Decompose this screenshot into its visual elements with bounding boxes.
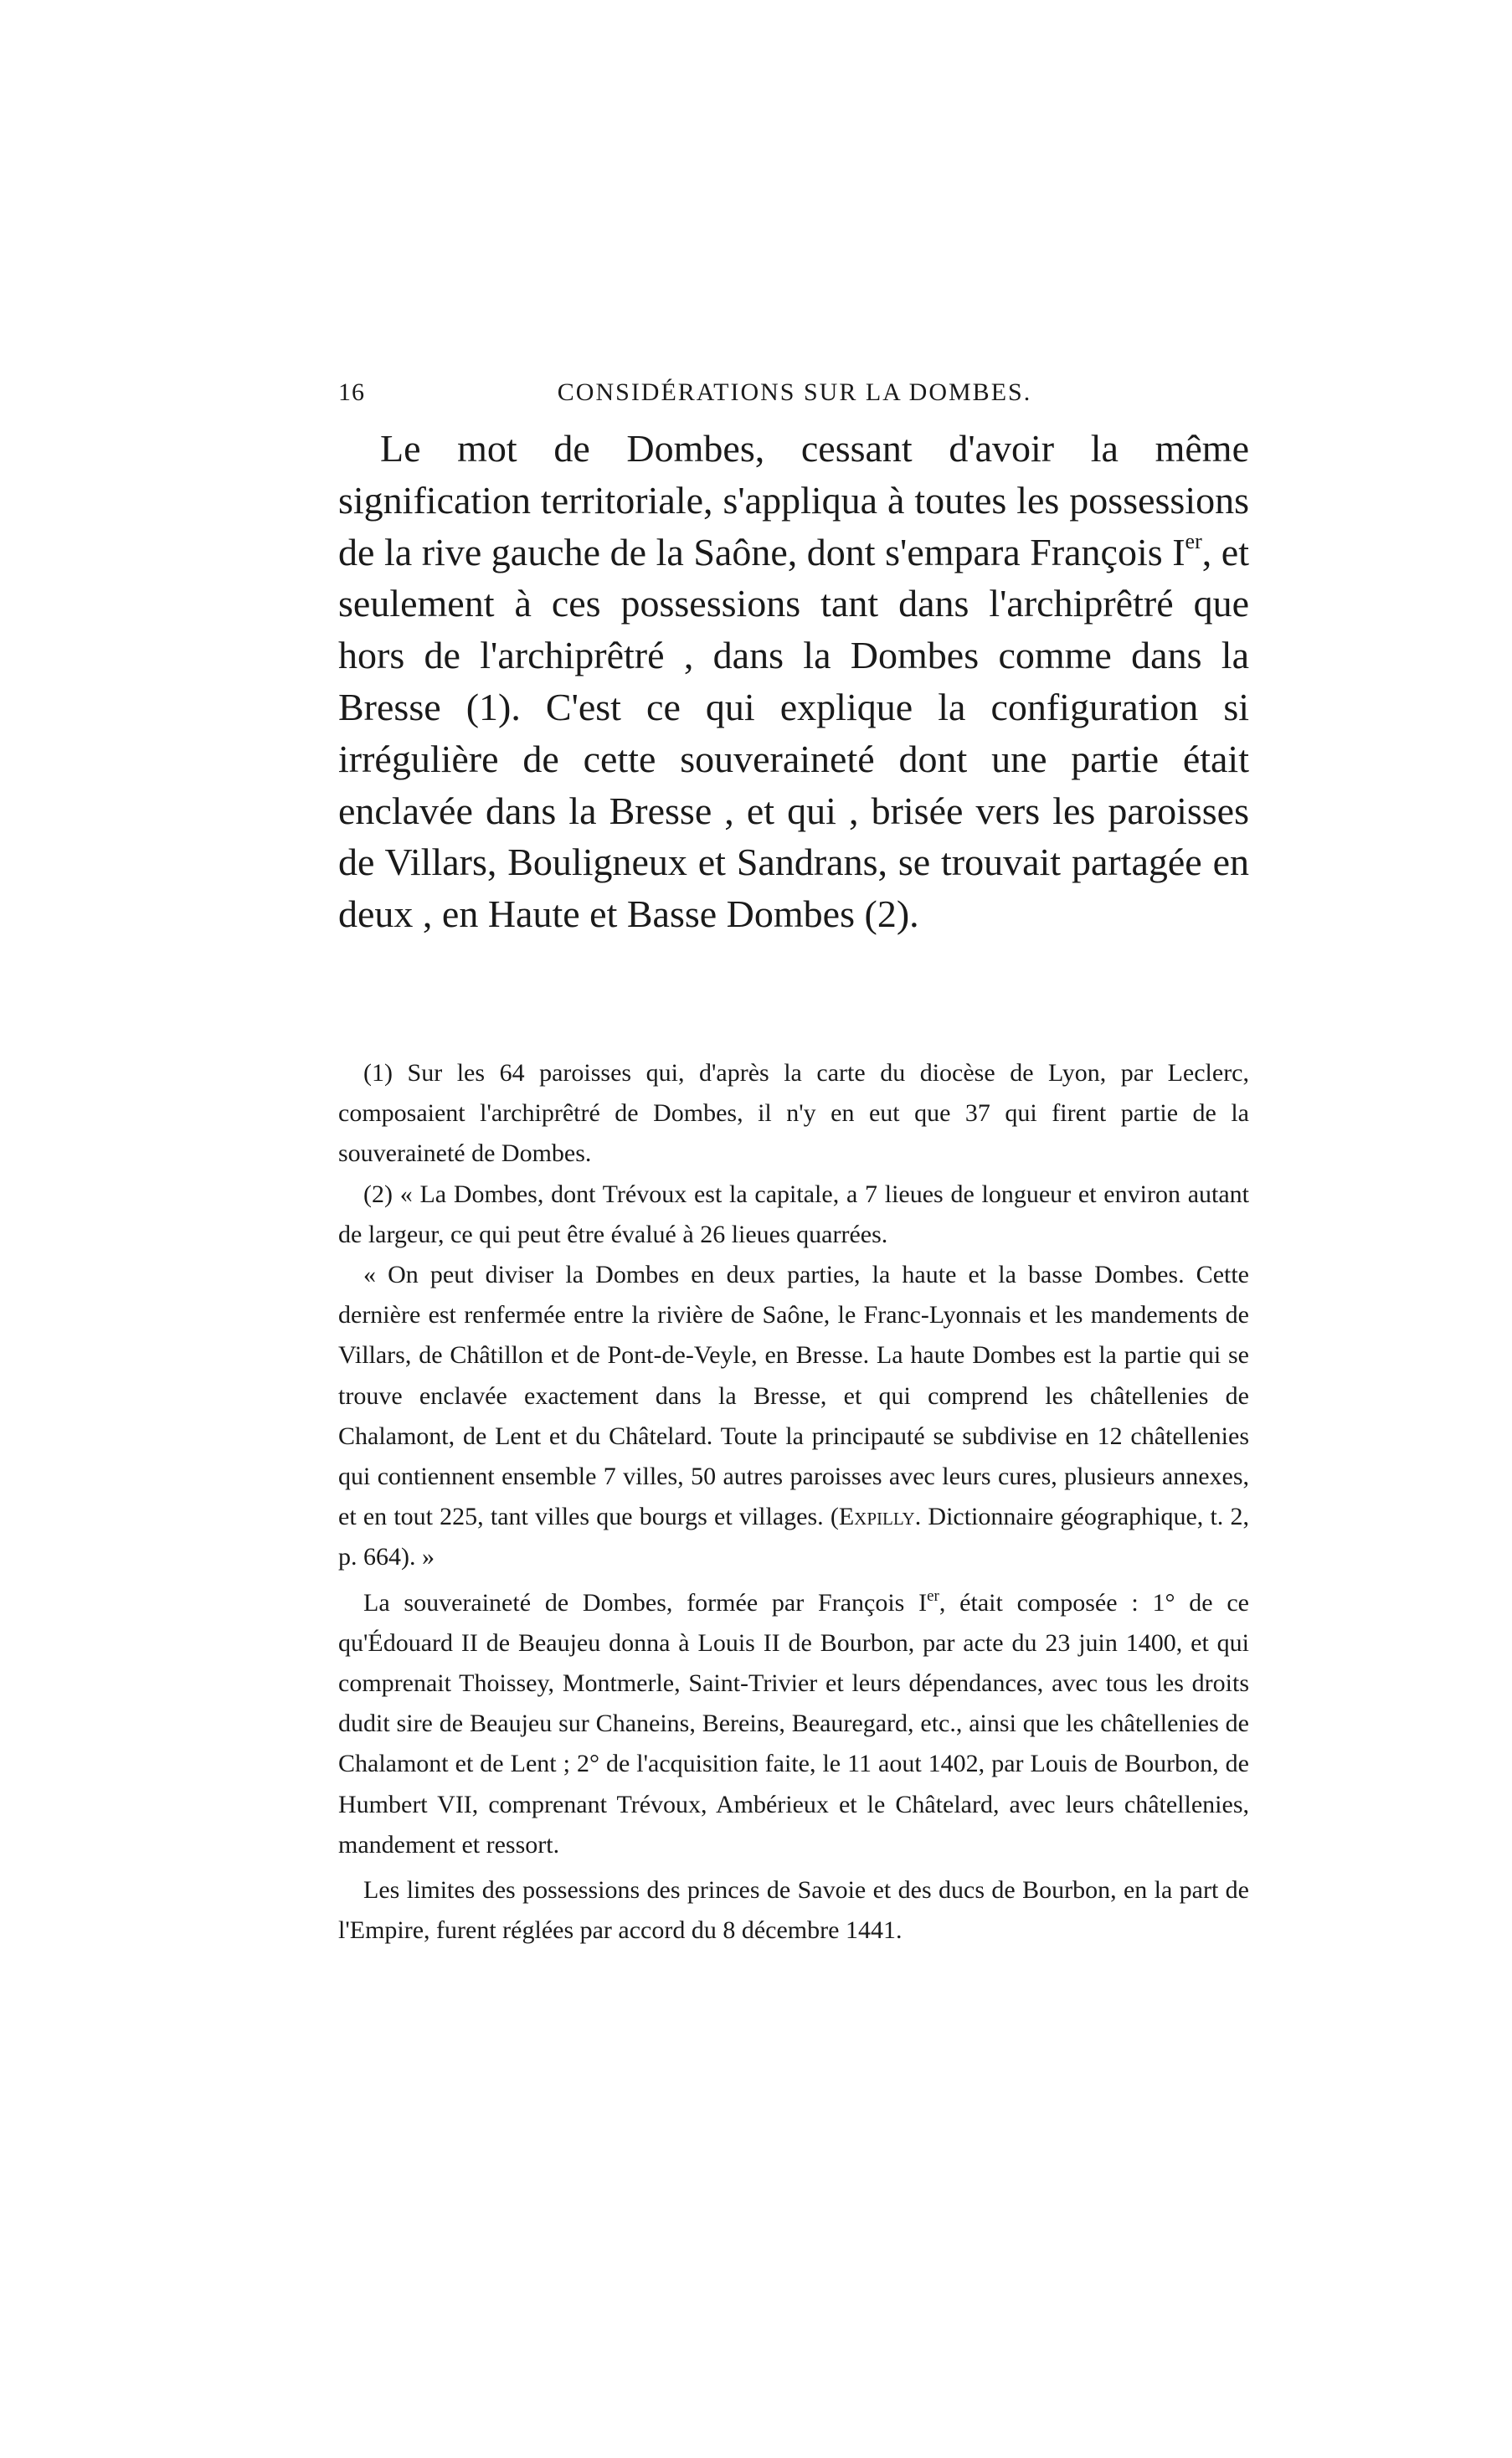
- running-head: [338, 378, 1251, 415]
- footnote-3-text-2: , était composée : 1° de ce qu'Édouard II de Beaujeu donna à Louis II de Bourbon, par acte du 23 juin 1400, et qui comprenait Thoissey, Montmerle, Saint-Trivier et leurs dépendances, avec tous les droits dudit sire de Beaujeu sur Chaneins, Bereins, Beauregard, etc., ainsi que les châtellenies de Chalamont et de Lent ; 2° de l'acquisition faite, le 11 aout 1402, par Louis de Bourbon, de Humbert VII, comprenant Trévoux, Ambérieux et le Châtelard, avec leurs châtellenies, mandement et ressort.: [338, 1588, 1249, 1859]
- running-title: CONSIDÉRATIONS SUR LA DOMBES.: [557, 378, 1032, 406]
- footnote-ref-1: (1): [465, 685, 512, 728]
- footnotes: [338, 1053, 1249, 1951]
- footnote-3-text-1: La souveraineté de Dombes, formée par François I: [363, 1588, 928, 1617]
- main-text-part-1: Le mot de Dombes, cessant d'avoir la même signification territoriale, s'appliqua à toutes les possessions de la rive gauche de la Saône, dont s'empara François I: [338, 427, 1249, 573]
- main-text-part-4: .: [909, 892, 919, 936]
- footnote-3-superscript: er: [927, 1586, 939, 1605]
- footnote-4: Les limites des possessions des princes de Savoie et des ducs de Bourbon, en la part de l'Empire, furent réglées par accord du 8 décembre 1441.: [338, 1876, 1249, 1945]
- footnote-author: Expilly: [838, 1503, 915, 1531]
- main-text-part-2: , et seulement à ces possessions tant dans l'archiprêtré que hors de l'archiprêtré , dans la Dombes comme dans la Bresse: [338, 530, 1250, 728]
- footnote-ref-2: (2): [864, 892, 910, 936]
- page-number: 16: [338, 378, 365, 406]
- footnote-2: (2) « La Dombes, dont Trévoux est la capitale, a 7 lieues de longueur et environ autant de largeur, ce qui peut être évalué à 26 lieues quarrées.: [338, 1180, 1249, 1248]
- footnote-2-citation: . Dictionnaire géographique, t. 2, p. 664). »: [338, 1503, 1249, 1571]
- footnote-2-continued-text: « On peut diviser la Dombes en deux parties, la haute et la basse Dombes. Cette dernière est renfermée entre la rivière de Saône, le Franc-Lyonnais et les mandements de Villars, de Châtillon et de Pont-de-Veyle, en Bresse. La haute Dombes est la partie qui se trouve enclavée exactement dans la Bresse, et qui comprend les châtellenies de Chalamont, de Lent et du Châtelard. Toute la principauté se subdivise en 12 châtellenies qui contiennent ensemble 7 villes, 50 autres paroisses avec leurs cures, plusieurs annexes, et en tout 225, tant villes que bourgs et villages. (: [338, 1261, 1249, 1531]
- main-text-part-3: . C'est ce qui explique la configuration si irrégulière de cette souveraineté dont une partie était enclavée dans la Bresse , et qui , brisée vers les paroisses de Villars, Bouligneux et Sandrans, se trouvait partagée en deux , en Haute et Basse Dombes: [338, 685, 1249, 936]
- footnote-1: (1) Sur les 64 paroisses qui, d'après la carte du diocèse de Lyon, par Leclerc, composaient l'archiprêtré de Dombes, il n'y en eut que 37 qui firent partie de la souveraineté de Dombes.: [338, 1059, 1249, 1168]
- main-paragraph: [338, 423, 1249, 940]
- footnote-3: [338, 1583, 1249, 1865]
- footnote-2-continued: [338, 1255, 1249, 1578]
- superscript-er: er: [1185, 528, 1202, 553]
